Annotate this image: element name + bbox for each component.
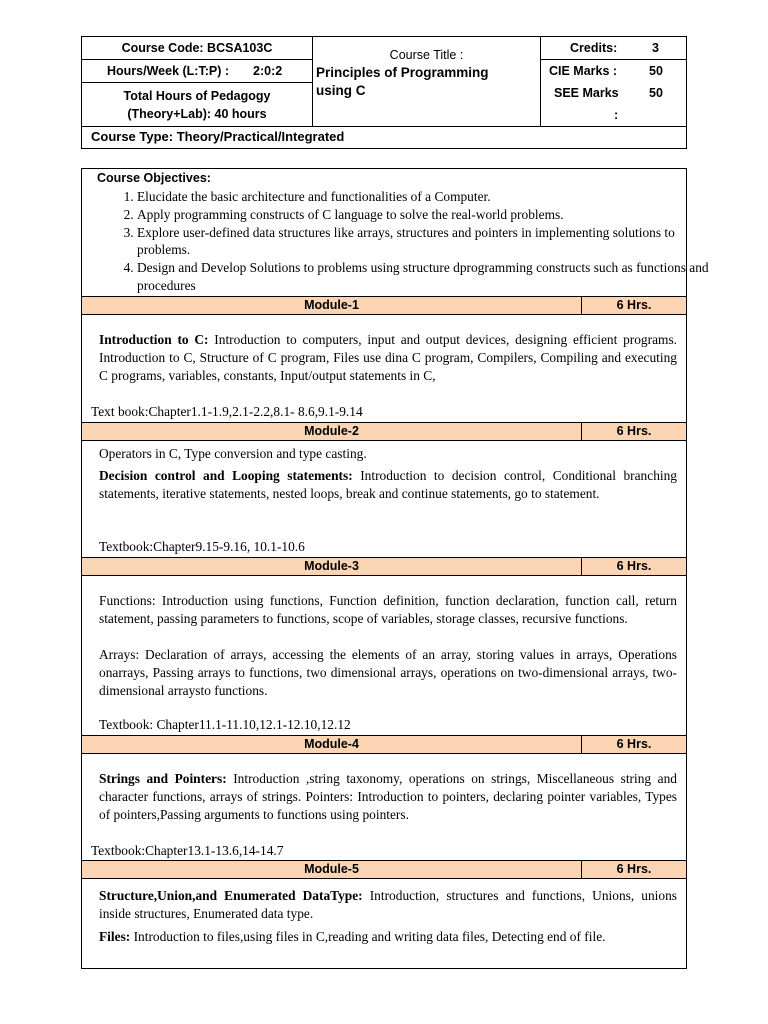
topic-heading: Introduction to C: xyxy=(99,332,209,347)
topic-heading: Files: xyxy=(99,929,131,944)
topic-text: Introduction, structures and functions, Unions, unions inside structures, Enumerated data type. xyxy=(99,888,677,921)
objective-item: 3. Explore user-defined data structures like arrays, structures and pointers in implementing solutions to problems. xyxy=(137,224,709,260)
module-textbook: Text book:Chapter1.1-1.9,2.1-2.2,8.1- 8.6,9.1-9.14 xyxy=(91,404,363,419)
course-title-label: Course Title : xyxy=(389,48,464,62)
module-title: Module-2 xyxy=(304,424,359,438)
module-description xyxy=(99,770,677,823)
module-hours: 6 Hrs. xyxy=(616,424,652,438)
hours-week-value: 2:0:2 xyxy=(253,64,283,78)
header-divider xyxy=(540,59,686,60)
module-description: Functions: Introduction using functions, Function definition, function declaration, function call, return statement, passing parameters to functions, scope of variables, storage classes, recursive functions. xyxy=(99,593,677,626)
course-header-table xyxy=(81,36,687,149)
module-textbook: Textbook: Chapter11.1-11.10,12.1-12.10,12.12 xyxy=(99,717,351,732)
module-description xyxy=(99,887,677,923)
module-header xyxy=(82,860,686,879)
module-hours: 6 Hrs. xyxy=(616,559,652,573)
header-divider xyxy=(540,37,541,127)
module-textbook: Textbook:Chapter9.15-9.16, 10.1-10.6 xyxy=(99,539,305,554)
topic-heading: Decision control and Looping statements: xyxy=(99,468,353,483)
topic-text: Introduction to decision control, Conditional branching statements, iterative statements, nested loops, break and continue statements, go to statement. xyxy=(99,468,678,501)
module-hours: 6 Hrs. xyxy=(616,737,652,751)
see-marks-label: SEE Marks xyxy=(554,86,619,100)
module-description xyxy=(99,467,677,503)
credits-label: Credits: xyxy=(570,41,618,55)
module-header xyxy=(82,557,686,576)
module-header xyxy=(82,296,686,315)
credits-value: 3 xyxy=(652,41,659,55)
module-header xyxy=(82,735,686,754)
module-description xyxy=(99,928,605,946)
module-title: Module-3 xyxy=(304,559,359,573)
topic-text: Introduction to computers, input and output devices, designing efficient programs. Introduction to C, Structure of C program, Files use dina C program, Compilers, Compiling and executing C programs, variables, constants, Input/output statements in C, xyxy=(99,332,678,383)
topic-heading: Structure,Union,and Enumerated DataType: xyxy=(99,888,363,903)
header-divider xyxy=(82,59,312,60)
syllabus-content-box xyxy=(81,168,709,969)
topic-text: Introduction to files,using files in C,reading and writing data files, Detecting end of file. xyxy=(130,929,606,944)
cie-marks-label: CIE Marks : xyxy=(549,64,618,78)
header-divider xyxy=(82,126,686,127)
cie-marks-value: 50 xyxy=(649,64,663,78)
pedagogy-hours-line2: (Theory+Lab): 40 hours xyxy=(127,107,267,121)
module-title: Module-4 xyxy=(304,737,359,751)
objective-item: 1. Elucidate the basic architecture and functionalities of a Computer. xyxy=(137,188,709,206)
module-description: Arrays: Declaration of arrays, accessing the elements of an array, storing values in arrays, Operations onarrays, Passing arrays to functions, two dimensional arrays, operations on two-dimensional arrays, two-dimensional arraysto functions. xyxy=(99,647,677,698)
module-title: Module-5 xyxy=(304,862,359,876)
module-hours: 6 Hrs. xyxy=(616,862,652,876)
module-title: Module-1 xyxy=(304,298,359,312)
module-header xyxy=(82,422,686,441)
course-title-line2: using C xyxy=(316,83,366,98)
course-title-line1: Principles of Programming xyxy=(316,65,489,80)
module-hours: 6 Hrs. xyxy=(616,298,652,312)
course-code: Course Code: BCSA103C xyxy=(121,41,273,55)
module-description xyxy=(99,331,677,384)
objectives-heading: Course Objectives: xyxy=(97,171,211,185)
module-textbook: Textbook:Chapter13.1-13.6,14-14.7 xyxy=(91,843,284,858)
pedagogy-hours-line1: Total Hours of Pedagogy xyxy=(123,89,271,103)
objective-item: 2. Apply programming constructs of C language to solve the real-world problems. xyxy=(137,206,709,224)
topic-heading: Strings and Pointers: xyxy=(99,771,227,786)
objectives-list xyxy=(99,188,709,295)
topic-text: Introduction ,string taxonomy, operations on strings, Miscellaneous string and character functions, arrays of strings. Pointers: Introduction to pointers, declaring pointer variables, Types of pointers,Passing arguments to functions using pointers. xyxy=(99,771,677,822)
course-type: Course Type: Theory/Practical/Integrated xyxy=(91,129,345,144)
hours-week-label: Hours/Week (L:T:P) : xyxy=(107,64,229,78)
module-intro-line: Operators in C, Type conversion and type casting. xyxy=(99,446,367,461)
objective-item: 4. Design and Develop Solutions to problems using structure dprogramming constructs such as functions and procedures xyxy=(137,259,709,295)
header-divider xyxy=(82,82,312,83)
see-marks-value: 50 xyxy=(649,86,663,100)
see-marks-colon: : xyxy=(614,108,619,122)
